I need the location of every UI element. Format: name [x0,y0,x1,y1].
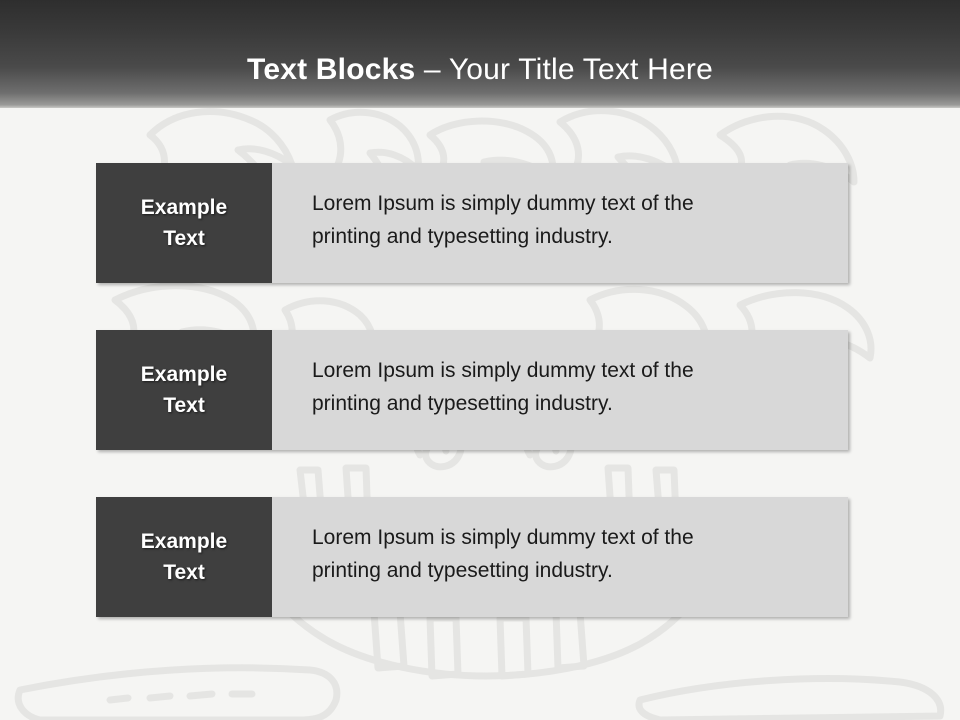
text-block-body-line1: Lorem Ipsum is simply dummy text of the [312,359,694,382]
text-block-label-line2: Text [163,561,205,584]
page-title-light: Your Title Text Here [448,53,713,86]
text-block-body-line1: Lorem Ipsum is simply dummy text of the [312,192,694,215]
text-block-label-line1: Example [140,530,228,553]
text-blocks-container [96,163,848,664]
text-block-label [96,497,272,617]
text-block-label-line1: Example [140,196,228,219]
text-block-row[interactable] [96,330,848,450]
text-block-label-line2: Text [163,394,205,417]
text-block-row[interactable] [96,163,848,283]
page-title-strong: Text Blocks [247,53,416,86]
text-block-label [96,330,272,450]
text-block-body [272,330,848,450]
text-block-body-line2: printing and typesetting industry. [312,559,613,582]
text-block-label-line1: Example [140,363,228,386]
text-block-body-line1: Lorem Ipsum is simply dummy text of the [312,526,694,549]
header-banner [0,0,960,108]
text-block-label-line2: Text [163,227,205,250]
text-block-body [272,497,848,617]
page-title-separator: – [415,53,449,86]
text-block-body-line2: printing and typesetting industry. [312,392,613,415]
page-title [0,52,960,88]
text-block-body-line2: printing and typesetting industry. [312,225,613,248]
text-block-row[interactable] [96,497,848,617]
text-block-body [272,163,848,283]
text-block-label [96,163,272,283]
